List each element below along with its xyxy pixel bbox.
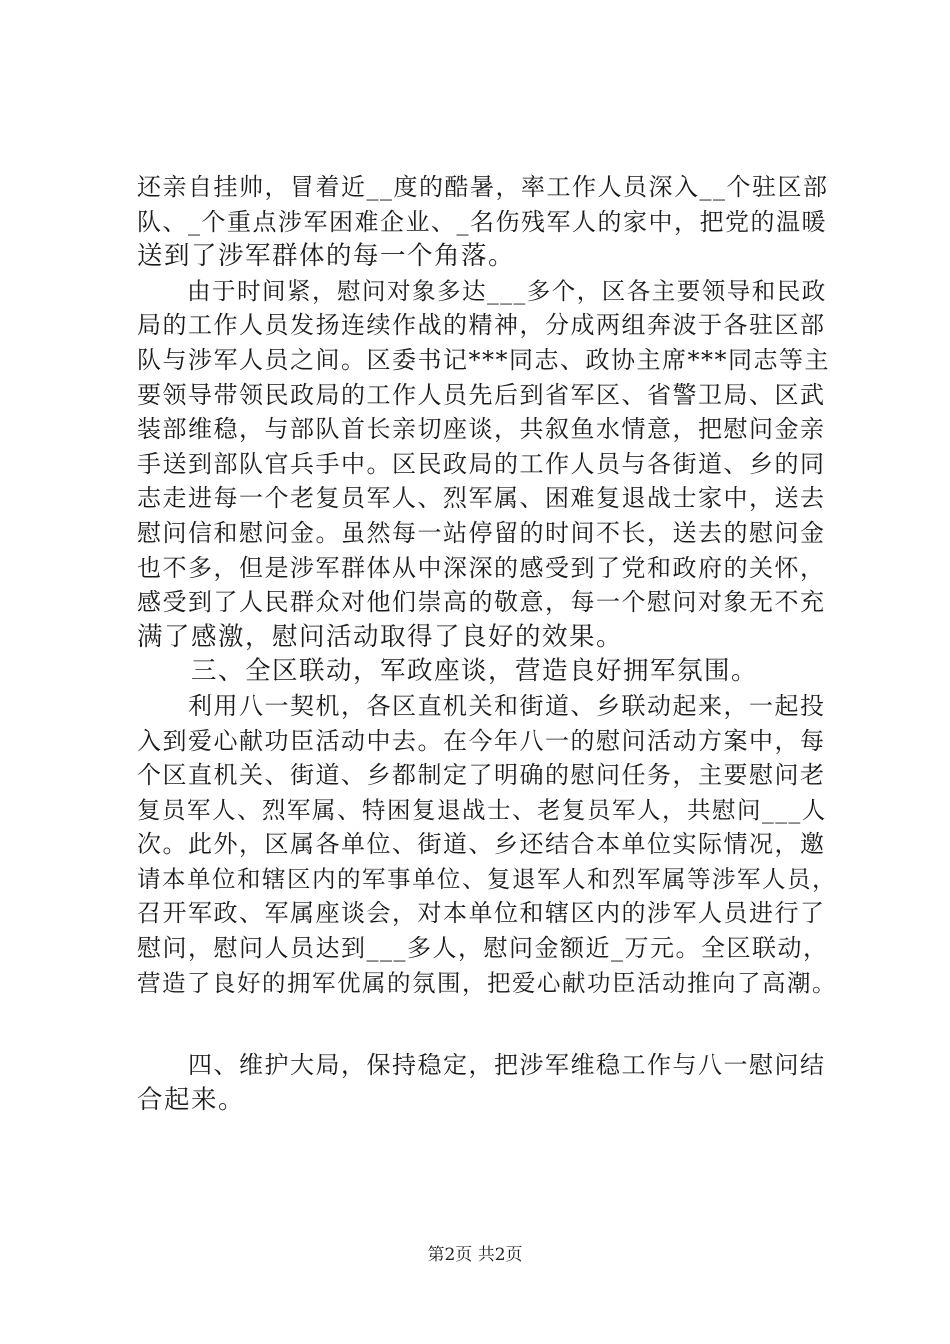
text-line: 志走进每一个老复员军人、烈军属、困难复退战士家中，送去	[137, 484, 826, 513]
text-line: 装部维稳，与部队首长亲切座谈，共叙鱼水情意，把慰问金亲	[137, 415, 826, 444]
text-line: 复员军人、烈军属、特困复退战士、老复员军人，共慰问___人	[137, 795, 827, 824]
text-line: 由于时间紧，慰问对象多达___多个，区各主要领导和民政	[137, 276, 827, 305]
text-line: 入到爱心献功臣活动中去。在今年八一的慰问活动方案中，每	[137, 726, 826, 755]
text-line: 合起来。	[137, 1084, 246, 1115]
text-line: 要领导带领民政局的工作人员先后到省军区、省警卫局、区武	[137, 380, 826, 409]
text-line: 次。此外，区属各单位、街道、乡还结合本单位实际情况，邀	[137, 830, 826, 859]
section-heading: 三、全区联动，军政座谈，营造良好拥军氛围。	[137, 656, 759, 687]
text-line: 队、_个重点涉军困难企业、_名伤残军人的家中，把党的温暖	[137, 207, 827, 236]
text-line: 慰问，慰问人员达到___多人，慰问金额近_万元。全区联动，	[137, 934, 829, 963]
document-body	[137, 170, 837, 1117]
text-line: 利用八一契机，各区直机关和街道、乡联动起来，一起投	[137, 691, 826, 720]
text-line: 局的工作人员发扬连续作战的精神，分成两组奔波于各驻区部	[137, 311, 826, 340]
text-line: 送到了涉军群体的每一个角落。	[137, 241, 516, 272]
text-line: 请本单位和辖区内的军事单位、复退军人和烈军属等涉军人员，	[137, 864, 837, 893]
text-line: 队与涉军人员之间。区委书记***同志、政协主席***同志等主	[137, 345, 830, 374]
text-line: 感受到了人民群众对他们崇高的敬意，每一个慰问对象无不充	[137, 588, 826, 617]
text-line: 满了感激，慰问活动取得了良好的效果。	[137, 621, 624, 652]
text-line: 召开军政、军属座谈会，对本单位和辖区内的涉军人员进行了	[137, 899, 826, 928]
text-line: 慰问信和慰问金。虽然每一站停留的时间不长，送去的慰问金	[137, 518, 826, 547]
page-footer: 第2页 共2页	[427, 1245, 523, 1265]
text-line: 营造了良好的拥军优属的氛围，把爱心献功臣活动推向了高潮。	[137, 968, 837, 997]
section-heading: 四、维护大局，保持稳定，把涉军维稳工作与八一慰问结	[137, 1051, 826, 1080]
text-line: 也不多，但是涉军群体从中深深的感受到了党和政府的关怀，	[137, 553, 826, 582]
text-line: 手送到部队官兵手中。区民政局的工作人员与各街道、乡的同	[137, 449, 826, 478]
text-line: 还亲自挂帅，冒着近__度的酷暑，率工作人员深入__个驻区部	[137, 173, 829, 201]
text-line: 个区直机关、街道、乡都制定了明确的慰问任务，主要慰问老	[137, 761, 826, 790]
paragraph-gap	[137, 1000, 817, 1048]
